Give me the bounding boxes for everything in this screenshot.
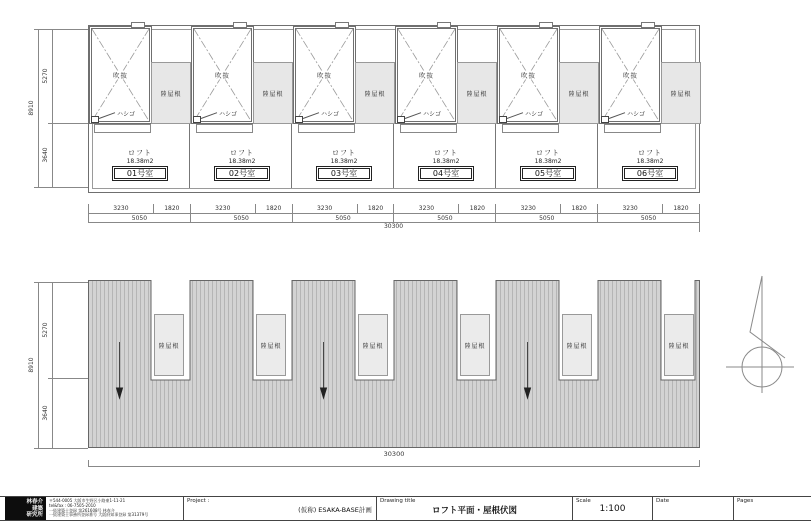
unit-separator-wall bbox=[291, 124, 292, 188]
room-number-badge bbox=[622, 166, 678, 181]
dim-row-modules bbox=[88, 214, 700, 223]
flat-roof-label: 陸屋根 bbox=[464, 342, 486, 350]
flat-roof-label: 陸屋根 bbox=[568, 90, 590, 98]
dim-line bbox=[38, 282, 39, 448]
dim-line bbox=[38, 29, 39, 187]
flat-roof-label: 陸屋根 bbox=[160, 90, 182, 98]
ladder-label: ハシゴ bbox=[525, 111, 544, 118]
dim-value: 5050 bbox=[496, 214, 598, 222]
ladder-label: ハシゴ bbox=[117, 111, 136, 118]
loft-label: ロフト bbox=[536, 149, 560, 157]
dim-value: 1820 bbox=[561, 204, 598, 213]
room-number-badge bbox=[214, 166, 270, 181]
dim-value: 5050 bbox=[293, 214, 395, 222]
dim-value: 8910 bbox=[28, 100, 35, 116]
room-number: 04号室 bbox=[432, 169, 460, 178]
unit-module bbox=[599, 26, 701, 194]
dim-line bbox=[52, 29, 53, 187]
flat-roof-box bbox=[460, 314, 490, 376]
dim-value: 5050 bbox=[394, 214, 496, 222]
title-block bbox=[0, 496, 811, 521]
roof-tab bbox=[641, 22, 655, 28]
flat-roof-label: 陸屋根 bbox=[668, 342, 690, 350]
pages-label: Pages bbox=[737, 498, 754, 504]
unit-module bbox=[497, 26, 599, 194]
dim-value: 3640 bbox=[42, 147, 49, 163]
address-line: tel&fax : 06-7505-2010 bbox=[49, 502, 96, 508]
dim-value: 5270 bbox=[42, 68, 49, 84]
ladder-label: ハシゴ bbox=[321, 111, 340, 118]
flat-roof-box bbox=[664, 314, 694, 376]
flat-roof-label: 陸屋根 bbox=[262, 90, 284, 98]
flat-roof-strip bbox=[661, 62, 701, 124]
roof-tab bbox=[335, 22, 349, 28]
flat-roof-strip bbox=[559, 62, 599, 124]
roof-tab bbox=[437, 22, 451, 28]
dim-tick bbox=[34, 448, 88, 449]
loft-area-label: 18.38m2 bbox=[636, 158, 664, 165]
flat-roof-label: 陸屋根 bbox=[362, 342, 384, 350]
dim-tick bbox=[48, 378, 88, 379]
dim-row-segments bbox=[88, 204, 700, 214]
unit-module bbox=[395, 26, 497, 194]
scale-label: Scale bbox=[576, 498, 591, 504]
company-line: 研究所 bbox=[26, 512, 43, 518]
ladder-label: ハシゴ bbox=[423, 111, 442, 118]
room-number: 06号室 bbox=[636, 169, 664, 178]
drawing-title-cell bbox=[376, 497, 572, 520]
room-number-badge bbox=[112, 166, 168, 181]
dim-value: 5050 bbox=[191, 214, 293, 222]
room-number-badge bbox=[418, 166, 474, 181]
unit-module bbox=[293, 26, 395, 194]
loft-label: ロフト bbox=[332, 149, 356, 157]
company-stamp bbox=[5, 497, 46, 520]
void-label: 吹抜 bbox=[215, 71, 230, 80]
loft-area-label: 18.38m2 bbox=[228, 158, 256, 165]
dim-value: 3230 bbox=[293, 204, 358, 213]
void-label: 吹抜 bbox=[419, 71, 434, 80]
unit-separator-wall bbox=[189, 124, 190, 188]
company-address bbox=[46, 497, 183, 520]
loft-landing bbox=[196, 124, 253, 133]
dim-row-total: 30300 bbox=[88, 223, 700, 232]
loft-label: ロフト bbox=[638, 149, 662, 157]
flat-roof-strip bbox=[355, 62, 395, 124]
loft-label: ロフト bbox=[128, 149, 152, 157]
date-cell bbox=[652, 497, 733, 520]
dim-value: 5270 bbox=[42, 322, 49, 338]
scale-value: 1:100 bbox=[599, 504, 626, 514]
roof-tab bbox=[539, 22, 553, 28]
room-number: 01号室 bbox=[126, 169, 154, 178]
address-line: 〒544-0005 大阪市生野区小路東1-11-21 bbox=[49, 498, 126, 503]
flat-roof-label: 陸屋根 bbox=[670, 90, 692, 98]
dim-tick bbox=[34, 29, 88, 30]
room-number-badge bbox=[316, 166, 372, 181]
address-line: 一級建築士登録 第261608号 林春介 bbox=[49, 507, 115, 513]
flat-roof-box bbox=[256, 314, 286, 376]
roof-tab bbox=[233, 22, 247, 28]
dim-value: 30300 bbox=[383, 450, 405, 458]
flat-roof-box bbox=[154, 314, 184, 376]
ladder-label: ハシゴ bbox=[219, 111, 238, 118]
dim-value: 1820 bbox=[358, 204, 395, 213]
dim-tick bbox=[48, 123, 88, 124]
flat-roof-label: 陸屋根 bbox=[158, 342, 180, 350]
unit-separator-wall bbox=[699, 124, 700, 188]
flat-roof-strip bbox=[457, 62, 497, 124]
void-label: 吹抜 bbox=[317, 71, 332, 80]
scale-cell bbox=[572, 497, 652, 520]
loft-landing bbox=[502, 124, 559, 133]
unit-separator-wall bbox=[597, 124, 598, 188]
flat-roof-box bbox=[358, 314, 388, 376]
dim-value: 1820 bbox=[154, 204, 191, 213]
dim-tick bbox=[34, 282, 88, 283]
dim-line bbox=[52, 282, 53, 448]
flat-roof-label: 陸屋根 bbox=[566, 342, 588, 350]
loft-landing bbox=[400, 124, 457, 133]
loft-area-label: 18.38m2 bbox=[126, 158, 154, 165]
dim-value: 3230 bbox=[89, 204, 154, 213]
room-number: 05号室 bbox=[534, 169, 562, 178]
unit-separator-wall bbox=[393, 124, 394, 188]
flat-roof-label: 陸屋根 bbox=[364, 90, 386, 98]
dim-value: 1820 bbox=[459, 204, 496, 213]
void-label: 吹抜 bbox=[113, 71, 128, 80]
drawing-title-value: ロフト平面・屋根伏図 bbox=[431, 506, 517, 516]
dim-value: 5050 bbox=[89, 214, 191, 222]
roof-tab bbox=[131, 22, 145, 28]
unit-module bbox=[191, 26, 293, 194]
loft-landing bbox=[94, 124, 151, 133]
dim-value: 3230 bbox=[191, 204, 256, 213]
loft-floor-plan bbox=[88, 25, 700, 193]
room-number: 03号室 bbox=[330, 169, 358, 178]
room-number-badge bbox=[520, 166, 576, 181]
loft-landing bbox=[604, 124, 661, 133]
loft-landing bbox=[298, 124, 355, 133]
address-line: 一級建築士事務所登録番号 大阪府知事登録 第31379号 bbox=[49, 512, 149, 518]
dim-value: 3230 bbox=[598, 204, 663, 213]
company-line: 建築 bbox=[31, 505, 43, 512]
dim-value: 3230 bbox=[496, 204, 561, 213]
room-number: 02号室 bbox=[228, 169, 256, 178]
dim-value: 1820 bbox=[663, 204, 700, 213]
flat-roof-strip bbox=[151, 62, 191, 124]
date-label: Date bbox=[656, 498, 670, 504]
dim-value: 3230 bbox=[394, 204, 459, 213]
flat-roof-box bbox=[562, 314, 592, 376]
loft-label: ロフト bbox=[434, 149, 458, 157]
dim-value: 3640 bbox=[42, 405, 49, 421]
project-label: Project : bbox=[187, 498, 210, 504]
void-label: 吹抜 bbox=[623, 71, 638, 80]
dim-line bbox=[88, 460, 700, 467]
north-arrow-icon bbox=[722, 268, 798, 398]
loft-area-label: 18.38m2 bbox=[432, 158, 460, 165]
void-label: 吹抜 bbox=[521, 71, 536, 80]
dim-value: 1820 bbox=[256, 204, 293, 213]
unit-separator-wall bbox=[495, 124, 496, 188]
flat-roof-label: 陸屋根 bbox=[260, 342, 282, 350]
company-line: 林春介 bbox=[26, 499, 43, 505]
loft-area-label: 18.38m2 bbox=[330, 158, 358, 165]
pages-cell bbox=[733, 497, 811, 520]
dim-value: 8910 bbox=[28, 357, 35, 373]
unit-module bbox=[89, 26, 191, 194]
flat-roof-label: 陸屋根 bbox=[466, 90, 488, 98]
project-cell bbox=[183, 497, 376, 520]
drawing-title-label: Drawing title bbox=[380, 498, 416, 504]
flat-roof-strip bbox=[253, 62, 293, 124]
loft-area-label: 18.38m2 bbox=[534, 158, 562, 165]
dim-value: 5050 bbox=[598, 214, 700, 222]
project-value: (仮称) ESAKA-BASE計画 bbox=[298, 506, 372, 514]
ladder-label: ハシゴ bbox=[627, 111, 646, 118]
dim-tick bbox=[34, 187, 88, 188]
roof-plan bbox=[88, 280, 700, 448]
loft-label: ロフト bbox=[230, 149, 254, 157]
